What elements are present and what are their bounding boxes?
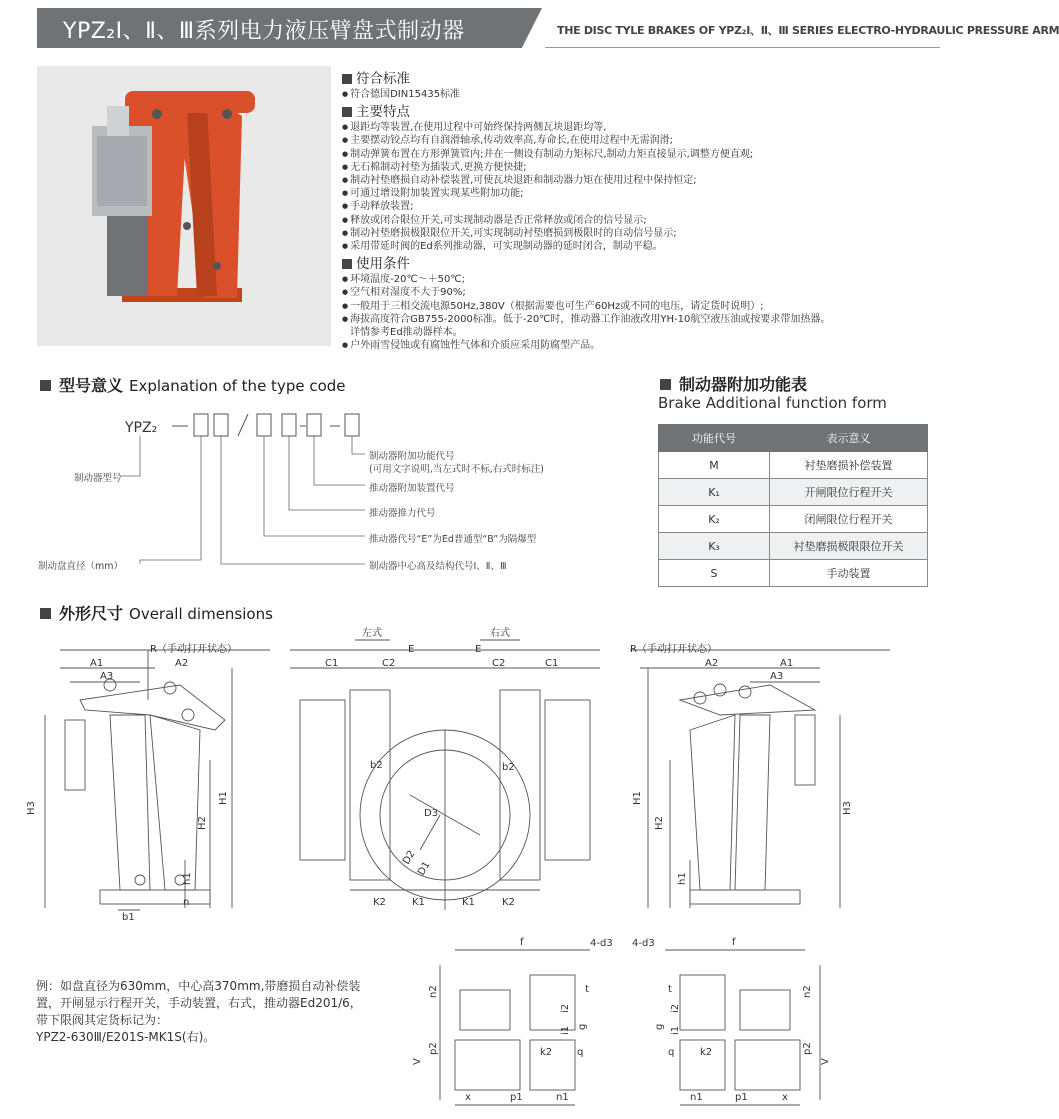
brake-illustration <box>37 66 331 346</box>
dim-label-p1-right: p1 <box>735 1092 748 1103</box>
dim-label-n2-left: n2 <box>428 985 439 998</box>
type-code-model: YPZ₂ <box>125 420 158 436</box>
table-cell-code: K₂ <box>659 506 770 533</box>
dim-label-p2-right: p2 <box>802 1042 813 1055</box>
dim-label-b2-right: b2 <box>502 762 515 773</box>
condition-item: ● 空气相对湿度不大于90%; <box>342 286 942 299</box>
dim-label-C1-right: C1 <box>545 658 559 669</box>
table-row <box>659 560 928 587</box>
function-table <box>658 424 928 587</box>
dim-label-f-left: f <box>520 937 524 948</box>
table-cell-code: K₁ <box>659 479 770 506</box>
condition-item: ● 一般用于三相交流电源50Hz,380V（根据需要也可生产60Hz或不同的电压，请定货时说明）; <box>342 300 942 313</box>
standard-item: ● 符合德国DIN15435标准 <box>342 88 942 101</box>
dim-label-K2-right: K2 <box>502 897 515 908</box>
feature-item: ● 无石棉制动衬垫为插装式,更换方便快捷; <box>342 161 942 174</box>
function-table-title-en: Brake Additional function form <box>658 394 887 412</box>
dim-label-i1-left: i1 <box>560 1025 571 1035</box>
table-header-code: 功能代号 <box>659 425 770 452</box>
feature-item: ● 制动衬垫磨损自动补偿装置,可使瓦块退距和制动器力矩在使用过程中保持恒定; <box>342 174 942 187</box>
dim-label-V-right: V <box>820 1058 831 1065</box>
feature-item: ● 可通过增设附加装置实现某些附加功能; <box>342 187 942 200</box>
dim-label-A2: A2 <box>175 658 189 669</box>
dim-label-g-left: g <box>577 1023 588 1030</box>
feature-item: ● 制动衬垫磨损极限限位开关,可实现制动衬垫磨损到极限时的自动信号显示; <box>342 227 942 240</box>
dim-label-K1-right: K1 <box>462 897 475 908</box>
dim-label-n1-right: n1 <box>690 1092 703 1103</box>
standard-heading: 符合标准 <box>342 70 942 88</box>
dim-label-R: R（手动打开状态） <box>150 644 237 655</box>
bullet-square-icon <box>342 259 352 269</box>
left-side-view <box>45 650 270 910</box>
dim-label-f-right: f <box>732 937 736 948</box>
label-thrust: 推动器推力代号 <box>369 508 436 519</box>
dim-label-b1: b1 <box>122 912 135 923</box>
feature-item: ● 释放或闭合限位开关,可实现制动器是否正常释放或闭合的信号显示; <box>342 214 942 227</box>
label-actuator: 推动器代号“E”为Ed普通型“B”为隔爆型 <box>369 534 537 545</box>
dim-label-H2: H2 <box>197 816 208 830</box>
dim-label-i1-right: i1 <box>670 1025 681 1035</box>
table-header-meaning: 表示意义 <box>770 425 928 452</box>
dim-label-h1-right: h1 <box>677 872 688 885</box>
order-example <box>36 978 366 1046</box>
dim-label-H3: H3 <box>26 801 37 815</box>
conditions-heading: 使用条件 <box>342 255 942 273</box>
dim-label-p1-left: p1 <box>510 1092 523 1103</box>
features-heading: 主要特点 <box>342 103 942 121</box>
table-cell-meaning: 衬垫磨损补偿装置 <box>770 452 928 479</box>
label-additional-note: (可用文字说明,当左式时不标,右式时标注) <box>369 464 544 475</box>
dim-label-A2-right: A2 <box>705 658 719 669</box>
dim-label-R-right: R（手动打开状态） <box>630 644 717 655</box>
type-code-heading: 型号意义 Explanation of the type code <box>40 373 346 396</box>
feature-item: ● 退距均等装置,在使用过程中可始终保持两侧瓦块退距均等, <box>342 121 942 134</box>
dim-label-left-type: 左式 <box>362 628 382 639</box>
table-cell-code: S <box>659 560 770 587</box>
dim-label-H1: H1 <box>218 791 229 805</box>
table-row <box>659 479 928 506</box>
dim-label-D3: D3 <box>424 808 439 819</box>
page-title-en: THE DISC TYLE BRAKES OF YPZ₂Ⅰ、Ⅱ、Ⅲ SERIES ELECTRO-HYDRAULIC PRESSURE ARM <box>557 24 1059 37</box>
dim-label-k2-right: k2 <box>700 1047 713 1058</box>
bullet-square-icon <box>40 608 51 619</box>
bullet-square-icon <box>342 107 352 117</box>
header-rule <box>545 47 940 48</box>
condition-item: 详情参考Ed推动器样本。 <box>350 327 463 339</box>
dim-label-q-left: q <box>577 1047 584 1058</box>
specs-block <box>342 68 942 352</box>
dim-label-x-right: x <box>782 1092 788 1103</box>
dim-label-t-right: t <box>668 984 672 995</box>
label-additional-code: 制动器附加功能代号 <box>369 451 455 462</box>
dim-label-d3-left: 4-d3 <box>590 938 613 949</box>
table-cell-meaning: 衬垫磨损极限限位开关 <box>770 533 928 560</box>
dim-label-A3-right: A3 <box>770 671 784 682</box>
condition-item: ● 户外雨雪侵蚀或有腐蚀性气体和介质应采用防腐型产品。 <box>342 339 942 352</box>
dim-label-i2-left: i2 <box>560 1003 571 1013</box>
page-title: YPZ₂Ⅰ、Ⅱ、Ⅲ系列电力液压臂盘式制动器 <box>63 19 465 44</box>
table-header-row <box>659 425 928 452</box>
dim-label-n: n <box>183 897 190 908</box>
product-photo <box>37 66 331 346</box>
dim-label-H3-right: H3 <box>842 801 853 815</box>
dim-label-A3: A3 <box>100 671 114 682</box>
table-cell-meaning: 手动装置 <box>770 560 928 587</box>
right-side-view <box>630 650 890 908</box>
front-view <box>290 640 600 910</box>
dim-label-H2-right: H2 <box>654 816 665 830</box>
example-code: YPZ2-630Ⅲ/E201S-MK1S(右)。 <box>36 1030 216 1044</box>
dim-label-h1: h1 <box>182 872 193 885</box>
dim-label-V-left: V <box>412 1058 423 1065</box>
feature-item: ● 手动释放装置; <box>342 200 942 213</box>
dim-label-i2-right: i2 <box>670 1003 681 1013</box>
base-plan-right <box>665 950 820 1105</box>
table-row <box>659 533 928 560</box>
dim-label-d3-right: 4-d3 <box>632 938 655 949</box>
label-brake-model: 制动器型号 <box>74 473 122 484</box>
type-code-diagram <box>60 410 620 570</box>
feature-item: ● 主要摆动铰点均有自润滑轴承,传动效率高,寿命长,在使用过程中无需润滑; <box>342 134 942 147</box>
dim-label-H1-right: H1 <box>632 791 643 805</box>
bullet-square-icon <box>342 74 352 84</box>
dim-label-t-left: t <box>585 984 589 995</box>
label-disc-diameter: 制动盘直径（mm） <box>38 561 124 572</box>
function-table-heading: 制动器附加功能表 <box>660 372 813 395</box>
dim-label-K2-left: K2 <box>373 897 386 908</box>
feature-item: ● 制动弹簧布置在方形弹簧管内;并在一侧设有制动力矩标尺,制动力矩直接显示,调整方便直观; <box>342 148 942 161</box>
dim-label-n2-right: n2 <box>802 985 813 998</box>
dimensions-heading: 外形尺寸 Overall dimensions <box>40 601 273 624</box>
table-row <box>659 452 928 479</box>
dim-label-K1-left: K1 <box>412 897 425 908</box>
condition-item: ● 海拔高度符合GB755-2000标准。低于-20℃时，推动器工作油液改用YH-10航空液压油或按要求带加热器。 <box>342 313 942 326</box>
table-cell-code: K₃ <box>659 533 770 560</box>
dim-label-A1-right: A1 <box>780 658 794 669</box>
table-cell-meaning: 闭闸限位行程开关 <box>770 506 928 533</box>
label-attachment: 推动器附加装置代号 <box>369 483 455 494</box>
table-cell-meaning: 开闸限位行程开关 <box>770 479 928 506</box>
example-text: 例：如盘直径为630mm，中心高370mm,带磨损自动补偿装置，开闸显示行程开关，手动装置，右式，推动器Ed201/6，带下限阀其定货标记为： <box>36 979 362 1027</box>
dim-label-A1: A1 <box>90 658 104 669</box>
dim-label-q-right: q <box>668 1047 675 1058</box>
dim-label-C2-right: C2 <box>492 658 506 669</box>
bullet-square-icon <box>40 380 51 391</box>
dim-label-D2: D2 <box>401 848 418 867</box>
bullet-square-icon <box>660 379 671 390</box>
condition-item: ● 环境温度-20℃～＋50℃; <box>342 273 942 286</box>
dim-label-b2-left: b2 <box>370 760 383 771</box>
table-row <box>659 506 928 533</box>
table-cell-code: M <box>659 452 770 479</box>
dim-label-x-left: x <box>465 1092 471 1103</box>
dim-label-g-right: g <box>654 1023 665 1030</box>
dim-label-C1-left: C1 <box>325 658 339 669</box>
dim-label-C2-left: C2 <box>382 658 396 669</box>
dim-label-n1-left: n1 <box>556 1092 569 1103</box>
dim-label-k2-left: k2 <box>540 1047 553 1058</box>
feature-item: ● 采用带延时阀的Ed系列推动器，可实现制动器的延时闭合，制动平稳。 <box>342 240 942 253</box>
page-header <box>37 8 1059 48</box>
dim-label-D1: D1 <box>416 859 433 878</box>
dim-label-right-type: 右式 <box>490 628 510 639</box>
label-center-height: 制动器中心高及结构代号Ⅰ、Ⅱ、Ⅲ <box>369 561 507 572</box>
dim-label-p2-left: p2 <box>428 1042 439 1055</box>
dim-label-E-left: E <box>408 644 415 655</box>
dim-label-E-right: E <box>475 644 482 655</box>
